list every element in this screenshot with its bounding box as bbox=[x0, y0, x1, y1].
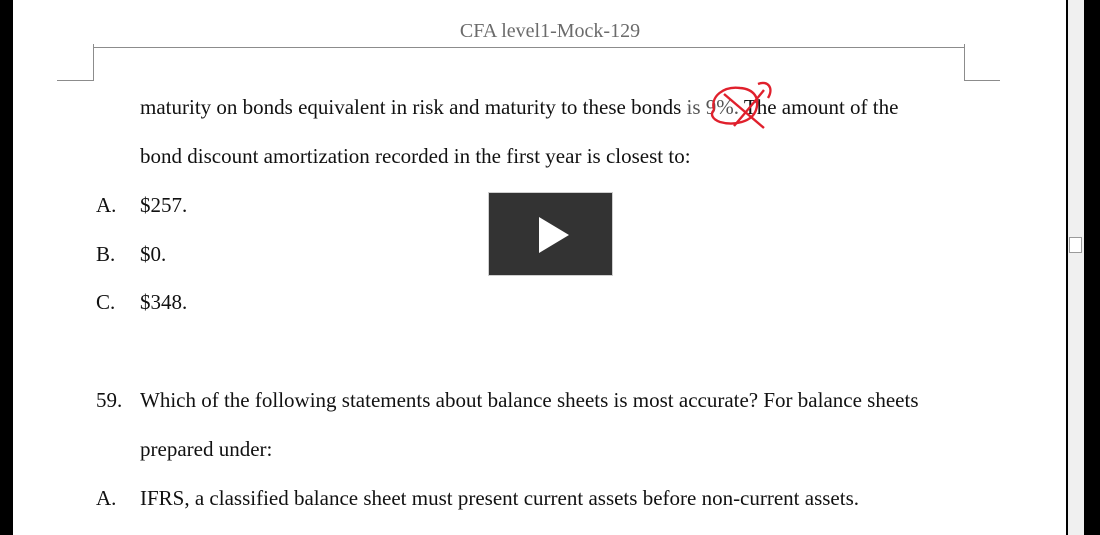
margin-guide-right-foot bbox=[964, 80, 1000, 81]
q58-line-2: bond discount amortization recorded in the first year is closest to: bbox=[140, 144, 691, 168]
q59-option-a-label: A. bbox=[96, 486, 117, 510]
page-header-title: CFA level1-Mock-129 bbox=[459, 20, 641, 42]
q58-line-1-end: The amount of the bbox=[743, 95, 899, 119]
q58-option-c-label: C. bbox=[96, 290, 116, 314]
q58-option-a-label: A. bbox=[96, 193, 117, 217]
q58-option-c-text: $348. bbox=[140, 290, 188, 314]
margin-guide-left-foot bbox=[57, 80, 94, 81]
q58-option-a-text: $257. bbox=[140, 193, 188, 217]
q59-number: 59. bbox=[96, 388, 123, 412]
handwritten-strike-mark bbox=[706, 76, 778, 134]
margin-guide-right bbox=[964, 44, 965, 80]
q59-line-1: Which of the following statements about balance sheets is most accurate? For balance sheets bbox=[140, 388, 919, 412]
q58-option-b-label: B. bbox=[96, 242, 116, 266]
q58-struck-text: is 9%. bbox=[686, 95, 740, 119]
video-player[interactable] bbox=[488, 192, 613, 276]
q58-line-1-start: maturity on bonds equivalent in risk and maturity to these bonds bbox=[140, 95, 682, 119]
margin-guide-left bbox=[93, 44, 94, 80]
header-rule bbox=[93, 47, 965, 48]
q59-option-a-text: IFRS, a classified balance sheet must present current assets before non-current assets. bbox=[140, 486, 860, 510]
q59-line-2: prepared under: bbox=[140, 437, 273, 461]
q58-line-1 bbox=[140, 95, 898, 119]
q58-option-b-text: $0. bbox=[140, 242, 167, 266]
vertical-scrollbar[interactable] bbox=[1068, 0, 1084, 535]
play-icon[interactable] bbox=[539, 217, 569, 253]
scrollbar-thumb[interactable] bbox=[1069, 237, 1082, 253]
